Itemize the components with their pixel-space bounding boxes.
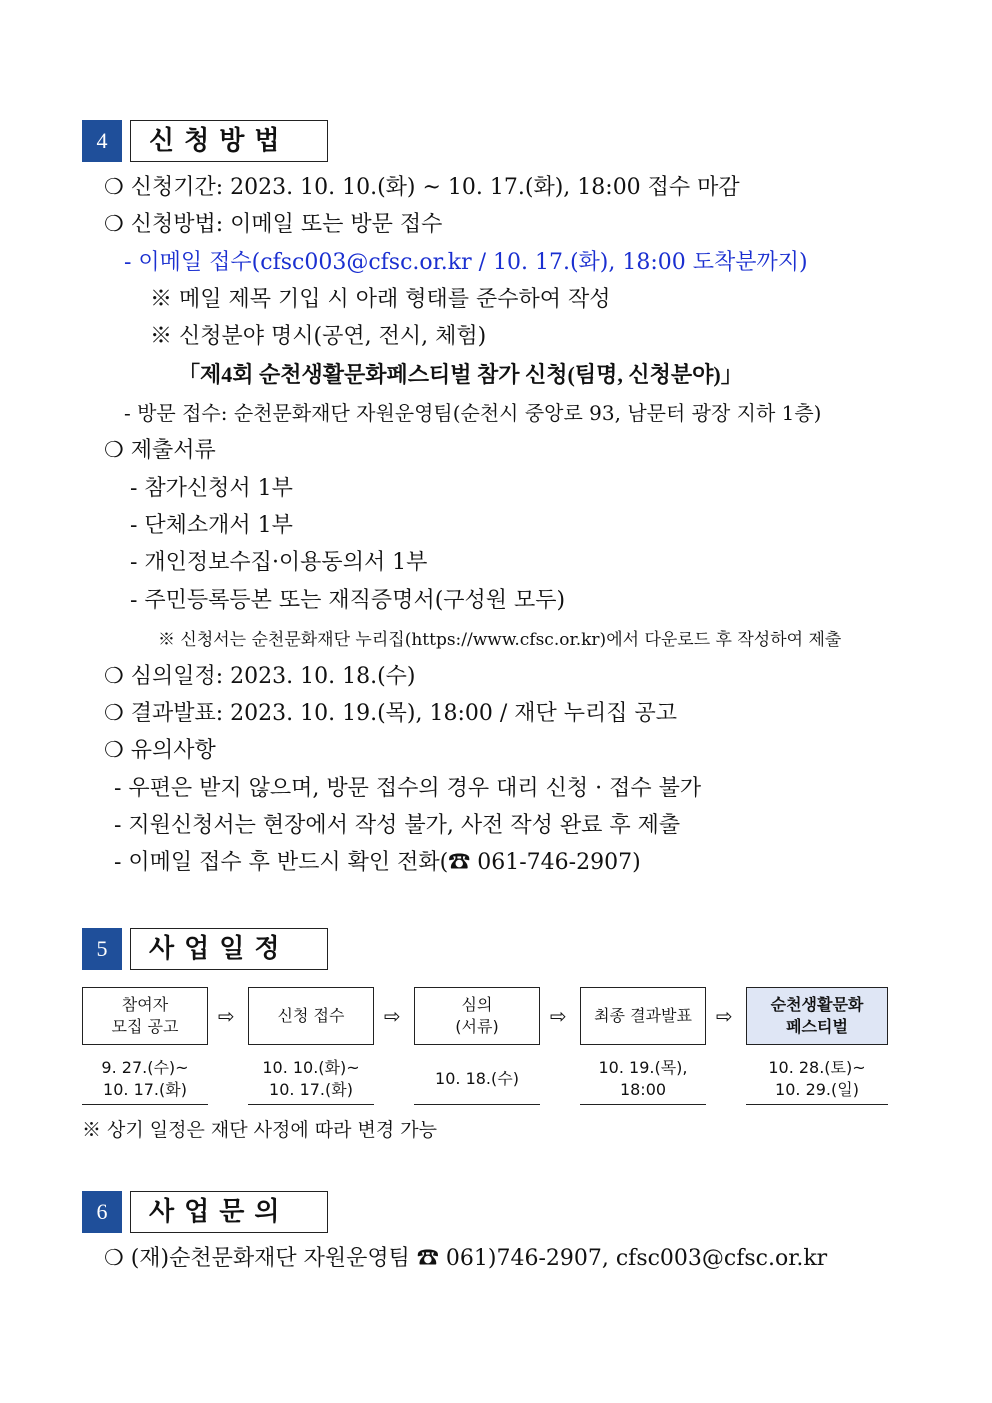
schedule-step: 심의 (서류)	[414, 987, 540, 1045]
schedule-date: 10. 19.(목), 18:00	[580, 1053, 706, 1105]
arrow-right-icon: ⇨	[218, 1004, 235, 1028]
schedule-note: ※ 상기 일정은 재단 사정에 따라 변경 가능	[82, 1119, 437, 1141]
apply-method: ❍ 신청방법: 이메일 또는 방문 접수	[104, 212, 443, 237]
note-item: - 우편은 받지 않으며, 방문 접수의 경우 대리 신청 · 접수 불가	[114, 776, 702, 801]
contact-line: ❍ (재)순천문화재단 자원운영팀 ☎ 061)746-2907, cfsc003@cfsc.or.kr	[104, 1246, 828, 1271]
schedule-date: 10. 18.(수)	[414, 1053, 540, 1105]
note-item: - 지원신청서는 현장에서 작성 불가, 사전 작성 완료 후 제출	[114, 813, 681, 838]
field-note: ※ 신청분야 명시(공연, 전시, 체험)	[150, 324, 487, 349]
section-number: 5	[82, 928, 122, 970]
arrow-right-icon: ⇨	[550, 1004, 567, 1028]
section-title: 사업문의	[130, 1191, 328, 1233]
section-title: 사업일정	[130, 928, 328, 970]
doc-item: - 주민등록등본 또는 재직증명서(구성원 모두)	[130, 588, 566, 613]
arrow-right-icon: ⇨	[384, 1004, 401, 1028]
mail-title-note: ※ 메일 제목 기입 시 아래 형태를 준수하여 작성	[150, 287, 611, 312]
schedule-date: 10. 10.(화)~ 10. 17.(화)	[248, 1053, 374, 1105]
schedule-step: 신청 접수	[248, 987, 374, 1045]
documents-heading: ❍ 제출서류	[104, 438, 216, 463]
arrow-right-icon: ⇨	[716, 1004, 733, 1028]
doc-item: - 개인정보수집·이용동의서 1부	[130, 550, 428, 575]
download-note: ※ 신청서는 순천문화재단 누리집(https://www.cfsc.or.kr)에서 다운로드 후 작성하여 제출	[158, 630, 842, 650]
apply-period: ❍ 신청기간: 2023. 10. 10.(화) ~ 10. 17.(화), 18:00 접수 마감	[104, 175, 740, 200]
result-date: ❍ 결과발표: 2023. 10. 19.(목), 18:00 / 재단 누리집 공고	[104, 701, 678, 726]
schedule-step-festival: 순천생활문화 페스티벌	[746, 987, 888, 1045]
schedule-date: 10. 28.(토)~ 10. 29.(일)	[746, 1053, 888, 1105]
section-number: 6	[82, 1191, 122, 1233]
doc-item: - 단체소개서 1부	[130, 513, 293, 538]
review-date: ❍ 심의일정: 2023. 10. 18.(수)	[104, 664, 416, 689]
mail-title-format: 「제4회 순천생활문화페스티벌 참가 신청(팀명, 신청분야)」	[178, 362, 743, 387]
section-title: 신청방법	[130, 120, 328, 162]
notes-heading: ❍ 유의사항	[104, 738, 216, 763]
email-submission: - 이메일 접수(cfsc003@cfsc.or.kr / 10. 17.(화), 18:00 도착분까지)	[124, 250, 808, 275]
schedule-date: 9. 27.(수)~ 10. 17.(화)	[82, 1053, 208, 1105]
doc-item: - 참가신청서 1부	[130, 476, 293, 501]
section-number: 4	[82, 120, 122, 162]
schedule-step: 참여자 모집 공고	[82, 987, 208, 1045]
note-item: - 이메일 접수 후 반드시 확인 전화(☎ 061-746-2907)	[114, 850, 641, 875]
schedule-step: 최종 결과발표	[580, 987, 706, 1045]
visit-submission: - 방문 접수: 순천문화재단 자원운영팀(순천시 중앙로 93, 남문터 광장 지하 1층)	[124, 401, 822, 425]
